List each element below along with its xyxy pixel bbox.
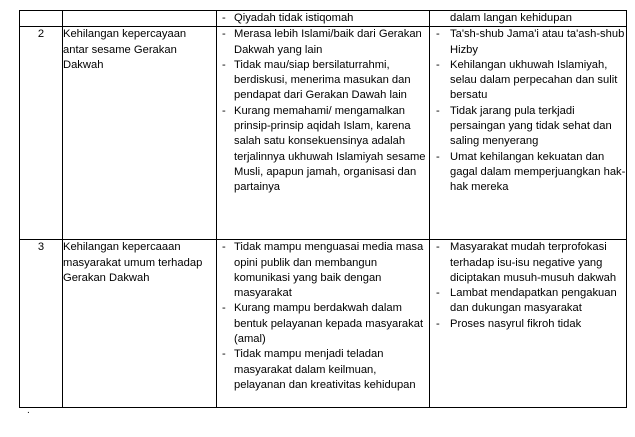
cause-text: Tidak mampu menjadi teladan masyarakat dalam keilmuan, pelayanan dan kreativitas kehidupan (234, 348, 416, 391)
problem-text: Kehilangan kepercaaan masyarakat umum terhadap Gerakan Dakwah (63, 241, 203, 284)
bullet-dash: - (222, 58, 226, 71)
list-item (430, 286, 626, 317)
effects-list (430, 240, 626, 332)
effect-continuation: dalam langan kehidupan (450, 12, 572, 24)
cause-text: Kurang mampu berdakwah dalam bentuk pelayanan kepada masyarakat (amal) (234, 302, 424, 346)
bullet-dash: - (436, 58, 440, 71)
list-item (430, 58, 626, 104)
bullet-dash: - (222, 348, 226, 361)
list-item (217, 11, 429, 26)
effect-text: Ta'sh-shub Jama'i atau ta'ash-shub Hizby (450, 28, 625, 56)
list-item (430, 27, 626, 58)
row-number (20, 11, 63, 27)
row-number: 2 (20, 27, 63, 240)
bullet-dash: - (222, 302, 226, 315)
bullet-dash: - (436, 287, 440, 300)
causes-list (217, 240, 429, 393)
cause-text: Merasa lebih Islami/baik dari Gerakan Dakwah yang lain (234, 28, 422, 56)
list-item (430, 150, 626, 196)
table-row (20, 27, 627, 240)
list-item (430, 104, 626, 150)
trailing-mark: . (27, 405, 30, 416)
bullet-dash: - (436, 317, 440, 330)
effect-text: Tidak jarang pula terkjadi persaingan yang tidak sehat dan saling menyerang (450, 104, 612, 148)
problem-text: Kehilangan kepercayaan antar sesame Gerakan Dakwah (63, 28, 187, 71)
causes-cell (217, 11, 430, 27)
row-number: 3 (20, 240, 63, 408)
effects-cell (430, 240, 627, 408)
bullet-dash: - (436, 150, 440, 163)
effect-text: Kehilangan ukhuwah Islamiyah, selau dalam perpecahan dan sulit bersatu (450, 58, 618, 102)
bullet-dash: - (222, 104, 226, 117)
list-item (217, 104, 429, 196)
table-row (20, 240, 627, 408)
bullet-dash: - (222, 12, 226, 24)
table-row (20, 11, 627, 27)
problem-cell (63, 11, 217, 27)
effect-text: Masyarakat mudah terprofokasi terhadap isu-isu negative yang diciptakan musuh-musuh dakwah (450, 241, 617, 284)
list-item (430, 240, 626, 286)
effects-cell (430, 27, 627, 240)
bullet-dash: - (222, 28, 226, 41)
problem-cell (63, 240, 217, 408)
list-item (217, 301, 429, 347)
bullet-dash: - (436, 28, 440, 41)
causes-list (217, 27, 429, 195)
bullet-dash: - (436, 104, 440, 117)
list-item (430, 317, 626, 332)
list-item (217, 58, 429, 104)
bullet-dash: - (222, 241, 226, 254)
cause-text: Qiyadah tidak istiqomah (234, 12, 354, 24)
list-item (217, 27, 429, 58)
table-body (20, 11, 627, 408)
causes-cell (217, 27, 430, 240)
effects-list (430, 27, 626, 195)
cause-text: Kurang memahami/ mengamalkan prinsip-prinsip aqidah Islam, karena salah satu konsekuensinya adalah terjalinnya ukhuwah Islamiyah sesame Musli, apapun jamah, organisasi dan partainya (234, 104, 426, 194)
effects-cell (430, 11, 627, 27)
list-item (217, 240, 429, 301)
causes-list (217, 11, 429, 26)
cause-text: Tidak mau/siap bersilaturrahmi, berdiskusi, menerima masukan dan pendapat dari Gerakan Dawah lain (234, 58, 411, 102)
list-item (217, 347, 429, 393)
analysis-table (19, 10, 627, 408)
effect-text: Proses nasyrul fikroh tidak (450, 317, 582, 330)
causes-cell (217, 240, 430, 408)
problem-cell (63, 27, 217, 240)
effect-text: Lambat mendapatkan pengakuan dan dukungan masyarakat (450, 287, 617, 315)
bullet-dash: - (436, 241, 440, 254)
effect-text: Umat kehilangan kekuatan dan gagal dalam memperjuangkan hak-hak mereka (450, 150, 626, 194)
cause-text: Tidak mampu menguasai media masa opini publik dan membangun komunikasi yang baik dengan masyarakat (234, 241, 424, 300)
